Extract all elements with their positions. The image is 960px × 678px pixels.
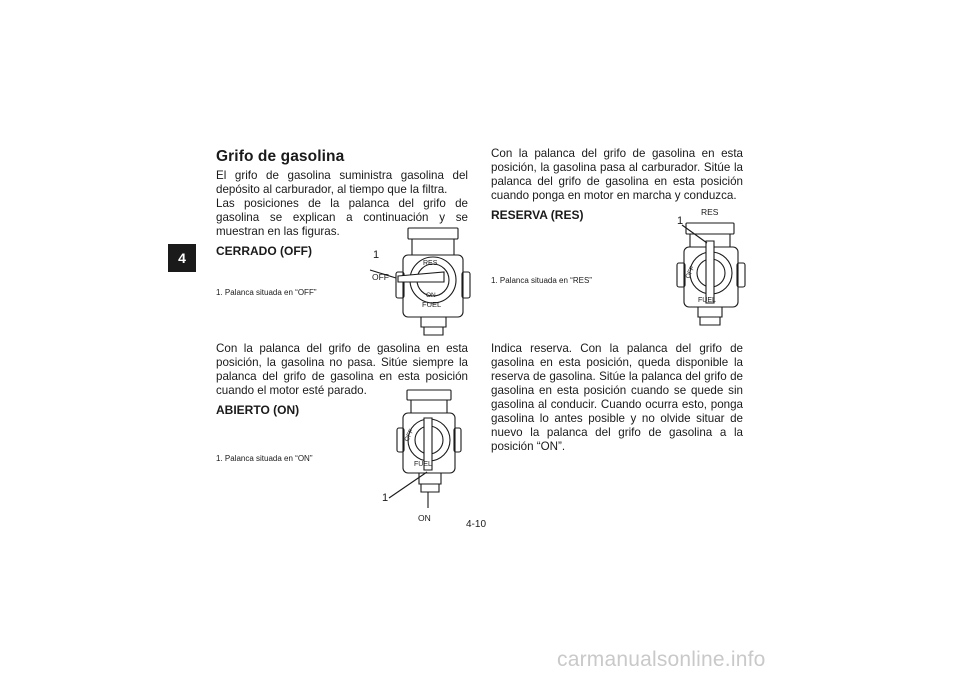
off-valve-illustration bbox=[360, 225, 475, 340]
res-off-marking: OFF bbox=[684, 265, 697, 280]
off-heading: CERRADO (OFF) bbox=[216, 244, 312, 258]
on-figure bbox=[375, 388, 475, 523]
on-caption: 1. Palanca situada en “ON” bbox=[216, 454, 313, 463]
res-text: Indica reserva. Con la palanca del grifo de gasolina en esta posición, queda disponible la reserva de gasolina. Sitúe la palanca del grifo de gasolina en esta posición cuando se quede sin gasolina al conducir. Cuando ocurra esto, ponga gasolina lo antes posible y no olvide situar de nuevo la palanca del grifo de gasolina a la posición “ON”. bbox=[491, 342, 743, 453]
chapter-tab: 4 bbox=[168, 244, 196, 272]
on-text: Con la palanca del grifo de gasolina en esta posición, la gasolina pasa al carburador. Sitúe la palanca del grifo de gasolina en esta posición cuando ponga en motor en marcha y conduzca. bbox=[491, 147, 743, 202]
off-figure bbox=[360, 225, 475, 340]
page-number: 4-10 bbox=[466, 519, 487, 530]
res-fuel-marking: FUEL bbox=[698, 297, 716, 304]
on-fuel-marking: FUEL bbox=[414, 461, 432, 468]
intro-paragraph-1: El grifo de gasolina suministra gasolina del depósito al carburador, al tiempo que la filtra. bbox=[216, 169, 468, 196]
watermark[interactable]: carmanualsonline.info bbox=[557, 648, 766, 671]
off-fuel-marking: FUEL bbox=[422, 300, 442, 309]
off-figure-label: OFF bbox=[372, 272, 389, 282]
res-figure-label: RES bbox=[701, 207, 719, 217]
res-valve-illustration bbox=[660, 205, 760, 335]
off-text: Con la palanca del grifo de gasolina en esta posición, la gasolina no pasa. Sitúe siempre la palanca del grifo de gasolina en esta posición cuando el motor esté parado. bbox=[216, 342, 468, 397]
res-caption: 1. Palanca situada en “RES” bbox=[491, 276, 592, 285]
on-figure-number: 1 bbox=[382, 492, 389, 504]
off-on-marking: ON bbox=[426, 292, 436, 299]
on-off-marking: OFF bbox=[403, 428, 416, 443]
off-res-marking: RES bbox=[423, 260, 438, 267]
on-valve-illustration bbox=[375, 388, 475, 523]
intro-paragraph-2: Las posiciones de la palanca del grifo de gasolina se explican a continuación y se muestran en las figuras. bbox=[216, 197, 468, 238]
section-title: Grifo de gasolina bbox=[216, 148, 345, 165]
right-column-lower bbox=[491, 342, 743, 454]
off-figure-number: 1 bbox=[373, 249, 380, 261]
on-heading: ABIERTO (ON) bbox=[216, 403, 300, 417]
res-figure-number: 1 bbox=[677, 215, 684, 227]
res-heading: RESERVA (RES) bbox=[491, 208, 584, 222]
res-figure bbox=[660, 205, 760, 335]
on-figure-label: ON bbox=[418, 513, 431, 523]
off-caption: 1. Palanca situada en “OFF” bbox=[216, 288, 317, 297]
